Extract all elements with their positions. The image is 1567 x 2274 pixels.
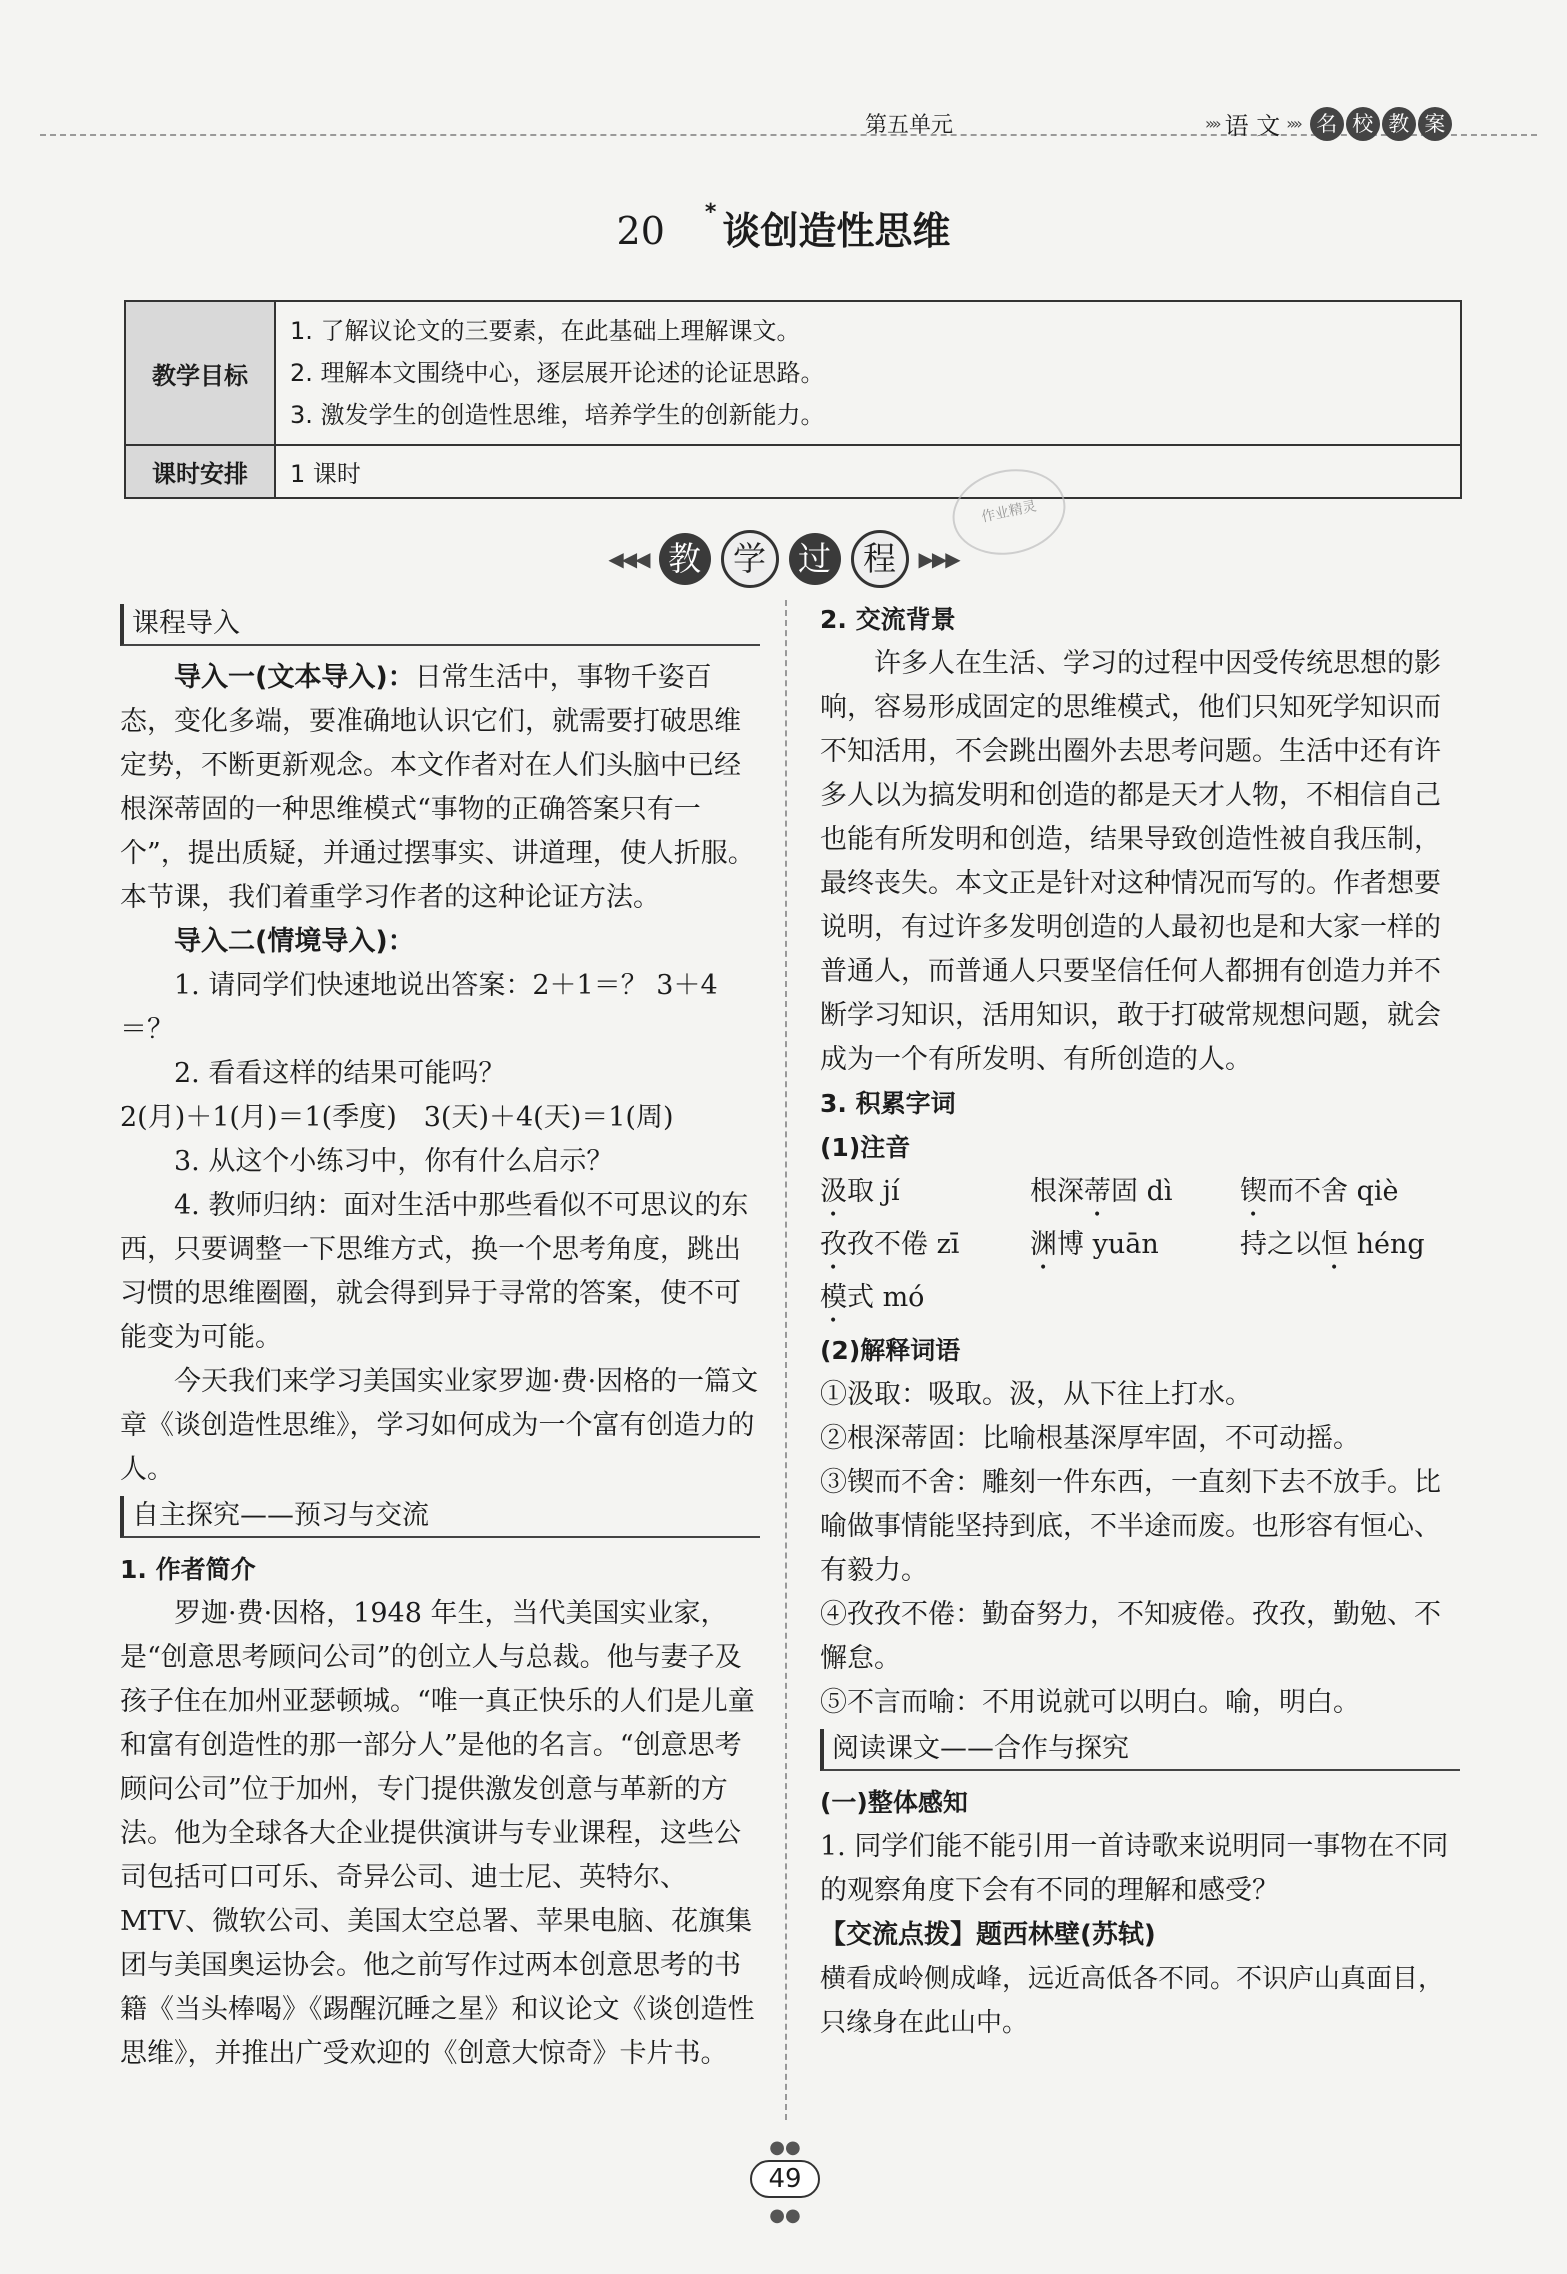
watermark-stamp: 作业精灵 — [945, 459, 1074, 565]
explain-item: ①汲取：吸取。汲，从下往上打水。 — [820, 1379, 1252, 1410]
today-intro: 今天我们来学习美国实业家罗迦·费·因格的一篇文章《谈创造性思维》，学习如何成为一个富有创造力的人。 — [120, 1366, 759, 1485]
explain-item: ④孜孜不倦：勤奋努力，不知疲倦。孜孜，勤勉、不懈怠。 — [820, 1599, 1441, 1674]
part-one-title: (一)整体感知 — [820, 1788, 968, 1817]
intro-one — [120, 656, 760, 920]
self-study-mark: * — [704, 200, 717, 225]
pinyin-item: 根深蒂固 dì — [1030, 1176, 1173, 1207]
question-4: 4. 教师归纳：面对生活中那些看似不可思议的东西，只要调整一下思维方式，换一个思考角度，跳出习惯的思维圈圈，就会得到异于寻常的答案，使不可能变为可能。 — [120, 1190, 749, 1353]
explain-item: ②根深蒂固：比喻根基深厚牢固，不可动摇。 — [820, 1423, 1360, 1454]
column-divider — [785, 600, 787, 2120]
background-text: 许多人在生活、学习的过程中因受传统思想的影响，容易形成固定的思维模式，他们只知死学知识而不知活用，不会跳出圈外去思考问题。生活中还有许多人以为搞发明和创造的都是天才人物，不相信自己也能有所发明和创造，结果导致创造性被自我压制，最终丧失。本文正是针对这种情况而写的。作者想要说明，有过许多发明创造的人最初也是和大家一样的普通人，而普通人只要坚信任何人都拥有创造力并不断学习知识，活用知识，敢于打破常规想问题，就会成为一个有所发明、有所创造的人。 — [820, 648, 1441, 1075]
pinyin-title: (1)注音 — [820, 1133, 911, 1162]
pinyin-item: 模式 mó — [820, 1282, 925, 1313]
process-char: 程 — [851, 530, 909, 588]
author-title: 1. 作者简介 — [120, 1555, 256, 1584]
double-chevron-icon: »» — [1286, 114, 1300, 133]
explain-title: (2)解释词语 — [820, 1336, 961, 1365]
tip-label: 【交流点拨】 — [820, 1920, 977, 1950]
brand-char: 教 — [1382, 107, 1416, 141]
emphasis-char: 锲 — [1240, 1176, 1267, 1207]
emphasis-char: 孜 — [820, 1229, 847, 1260]
question-3: 3. 从这个小练习中，你有什么启示？ — [174, 1146, 614, 1177]
poem-question: 1. 同学们能不能引用一首诗歌来说明同一事物在不同的观察角度下会有不同的理解和感受？ — [820, 1831, 1449, 1906]
header-unit: 第五单元 — [865, 113, 954, 138]
pinyin-item: 孜孜不倦 zī — [820, 1229, 960, 1260]
goal-label: 教学目标 — [125, 301, 275, 445]
brand-char: 案 — [1418, 107, 1452, 141]
question-2: 2. 看看这样的结果可能吗？ — [174, 1058, 506, 1089]
question-2-equation: 2(月)＋1(月)＝1(季度) 3(天)＋4(天)＝1(周) — [120, 1102, 674, 1133]
right-column — [820, 598, 1460, 2045]
background-title: 2. 交流背景 — [820, 605, 956, 634]
pinyin-item: 锲而不舍 qiè — [1240, 1176, 1399, 1207]
left-arrows-icon: ◀◀◀ — [608, 547, 649, 571]
goal-list — [275, 301, 1461, 445]
header-subject: 语 文 — [1224, 112, 1281, 140]
lesson-title-text: 谈创造性思维 — [722, 209, 951, 253]
brand-char: 名 — [1310, 107, 1344, 141]
right-arrows-icon: ▶▶▶ — [918, 547, 959, 571]
time-label: 课时安排 — [125, 445, 275, 498]
brand-logo — [1310, 107, 1452, 141]
process-char: 过 — [789, 533, 841, 585]
process-banner — [0, 530, 1567, 588]
emphasis-char: 渊 — [1030, 1229, 1057, 1260]
goal-item: 2. 理解本文围绕中心，逐层展开论述的论证思路。 — [290, 359, 825, 387]
tip-title: 题西林壁(苏轼) — [976, 1920, 1156, 1950]
section-heading: 课程导入 — [120, 604, 760, 646]
tip-line — [820, 1913, 1460, 1957]
pinyin-item: 汲取 jí — [820, 1176, 900, 1207]
explain-item: ⑤不言而喻：不用说就可以明白。喻，明白。 — [820, 1687, 1360, 1718]
goal-item: 1. 了解议论文的三要素，在此基础上理解课文。 — [290, 317, 801, 345]
pinyin-list — [820, 1170, 1460, 1329]
emphasis-char: 汲 — [820, 1176, 847, 1207]
left-column — [120, 600, 760, 2076]
question-1: 1. 请同学们快速地说出答案：2＋1＝？ 3＋4＝？ — [120, 970, 718, 1045]
goal-item: 3. 激发学生的创造性思维，培养学生的创新能力。 — [290, 401, 825, 429]
words-title: 3. 积累字词 — [820, 1089, 956, 1118]
process-char: 教 — [659, 533, 711, 585]
process-char: 学 — [721, 530, 779, 588]
section-heading: 阅读课文——合作与探究 — [820, 1729, 1460, 1771]
intro-one-text: 日常生活中，事物千姿百态，变化多端，要准确地认识它们，就需要打破思维定势，不断更新观念。本文作者对在人们头脑中已经根深蒂固的一种思维模式“事物的正确答案只有一个”，提出质疑，并通过摆事实、讲道理，使人折服。本节课，我们着重学习作者的这种论证方法。 — [120, 662, 755, 913]
lesson-number: 20 — [616, 209, 665, 253]
explain-item: ③锲而不舍：雕刻一件东西，一直刻下去不放手。比喻做事情能坚持到底，不半途而废。也形容有恒心、有毅力。 — [820, 1467, 1441, 1586]
brand-char: 校 — [1346, 107, 1380, 141]
intro-one-label: 导入一(文本导入)： — [174, 662, 415, 693]
goals-table — [124, 300, 1462, 499]
page-number — [735, 2130, 835, 2228]
double-chevron-icon: »» — [1205, 114, 1219, 133]
dots-icon: ●● — [769, 2137, 801, 2158]
author-text: 罗迦·费·因格，1948 年生，当代美国实业家，是“创意思考顾问公司”的创立人与总裁。他与妻子及孩子住在加州亚瑟顿城。“唯一真正快乐的人们是儿童和富有创造性的那一部分人”是他的名言。“创意思考顾问公司”位于加州，专门提供激发创意与革新的方法。他为全球各大企业提供演讲与专业课程，这些公司包括可口可乐、奇异公司、迪士尼、英特尔、MTV、微软公司、美国太空总署、苹果电脑、花旗集团与美国奥运协会。他之前写作过两本创意思考的书籍《当头棒喝》《踢醒沉睡之星》和议论文《谈创造性思维》，并推出广受欢迎的《创意大惊奇》卡片书。 — [120, 1598, 755, 2069]
intro-two-label: 导入二(情境导入)： — [174, 926, 415, 957]
emphasis-char: 蒂 — [1084, 1176, 1111, 1207]
lesson-title — [0, 200, 1567, 255]
emphasis-char: 模 — [820, 1282, 847, 1313]
time-value: 1 课时 — [275, 445, 1461, 498]
poem-text: 横看成岭侧成峰，远近高低各不同。不识庐山真面目，只缘身在此山中。 — [820, 1964, 1445, 2038]
emphasis-char: 恒 — [1321, 1229, 1348, 1260]
header-subject-area — [1205, 106, 1452, 141]
pinyin-item: 渊博 yuān — [1030, 1229, 1159, 1260]
section-heading: 自主探究——预习与交流 — [120, 1496, 760, 1538]
page-number-value: 49 — [750, 2160, 819, 2198]
dots-icon: ●● — [769, 2205, 801, 2226]
pinyin-item: 持之以恒 héng — [1240, 1229, 1425, 1260]
